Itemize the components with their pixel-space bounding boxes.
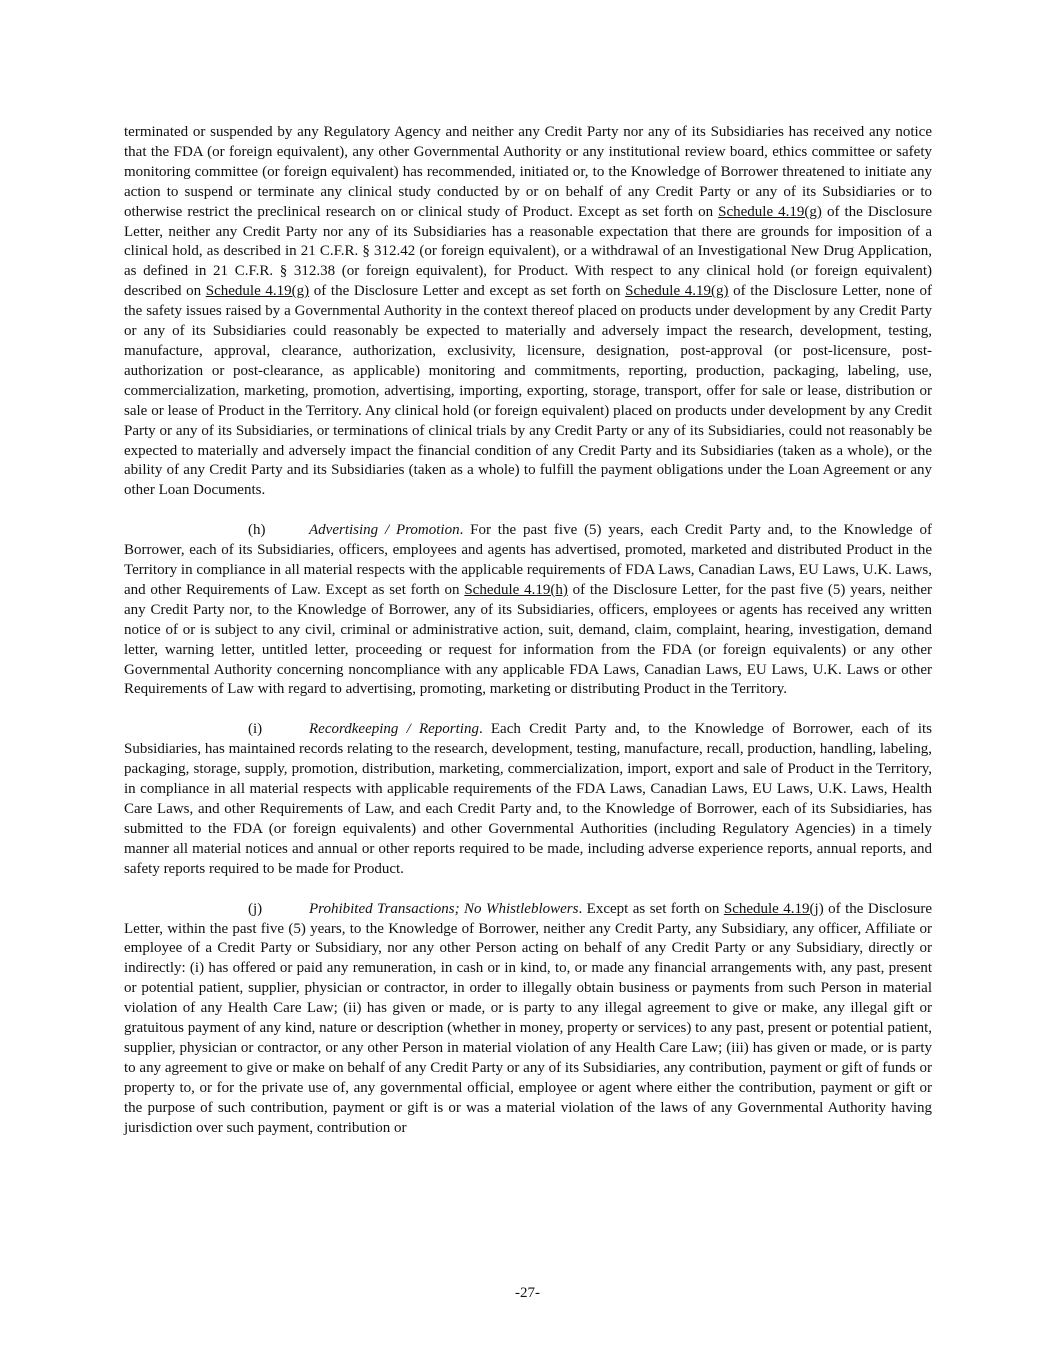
- schedule-reference: Schedule 4.19(g): [205, 283, 310, 300]
- section-number: (i): [248, 721, 263, 738]
- section-number: (h): [248, 522, 266, 539]
- paragraph-i: (i) Recordkeeping / Reporting. Each Credit Party and, to the Knowledge of Borrower, each of its Subsidiaries, has maintained records relating to the research, development, testing, manufacture, recall, production, handling, labeling, packaging, storage, supply, promotion, distribution, marketing, commercialization, import, export and sale of Product in the Territory, in compliance in all material respects with applicable requirements of the FDA Laws, Canadian Laws, EU Laws, U.K. Laws, Health Care Laws, and other Requirements of Law, and each Credit Party and, to the Knowledge of Borrower, each of its Subsidiaries, has submitted to the FDA (or foreign equivalents) and other Governmental Authorities (including Regulatory Agencies) in a timely manner all material notices and annual or other reports required to be made, including adverse experience reports, annual reports, and safety reports required to be made for Product.: [124, 721, 932, 877]
- section-heading: Prohibited Transactions; No Whistleblowers: [309, 900, 579, 917]
- schedule-reference: Schedule 4.19(j): [723, 900, 824, 917]
- schedule-reference: Schedule 4.19(h): [464, 581, 568, 598]
- paragraph-g-continuation: terminated or suspended by any Regulatory Agency and neither any Credit Party nor any of its Subsidiaries has received any notice that the FDA (or foreign equivalent), any other Governmental Authority or any institutional review board, ethics committee or safety monitoring committee (or foreign equivalent) has recommended, initiated or, to the Knowledge of Borrower threatened to initiate any action to suspend or terminate any clinical study conducted by or on behalf of any Credit Party or any of its Subsidiaries or to otherwise restrict the preclinical research on or clinical study of Product. Except as set forth on Schedule 4.19(g) of the Disclosure Letter, neither any Credit Party nor any of its Subsidiaries has a reasonable expectation that there are grounds for imposition of a clinical hold, as described in 21 C.F.R. § 312.42 (or foreign equivalent), or a withdrawal of an Investigational New Drug Application, as defined in 21 C.F.R. § 312.38 (or foreign equivalent), for Product. With respect to any clinical hold (or foreign equivalent) described on Schedule 4.19(g) of the Disclosure Letter and except as set forth on Schedule 4.19(g) of the Disclosure Letter, none of the safety issues raised by a Governmental Authority in the context thereof placed on products under development by any Credit Party or any of its Subsidiaries could reasonably be expected to materially and adversely impact the research, development, testing, manufacture, approval, clearance, authorization, exclusivity, licensure, designation, post-approval (or post-licensure, post-authorization or post-clearance, as applicable) monitoring and commitments, reporting, production, packaging, labeling, use, commercialization, marketing, promotion, advertising, importing, exporting, storage, transport, offer for sale or lease, distribution or sale or lease of Product in the Territory. Any clinical hold (or foreign equivalent) placed on products under development by any Credit Party or any of its Subsidiaries, or terminations of clinical trials by any Credit Party or any of its Subsidiaries, could not reasonably be expected to materially and adversely impact the financial condition of any Credit Party and its Subsidiaries (taken as a whole), or the ability of any Credit Party and its Subsidiaries (taken as a whole) to fulfill the payment obligations under the Loan Agreement or any other Loan Documents.: [124, 124, 932, 499]
- section-heading: Recordkeeping / Reporting: [309, 721, 479, 738]
- schedule-reference: Schedule 4.19(g): [718, 203, 822, 220]
- section-heading: Advertising / Promotion: [309, 522, 460, 539]
- paragraph-j: (j) Prohibited Transactions; No Whistleblowers. Except as set forth on Schedule 4.19(j) of the Disclosure Letter, within the past five (5) years, to the Knowledge of Borrower, neither any Credit Party, any Subsidiary, any officer, Affiliate or employee of a Credit Party or Subsidiary, nor any other Person acting on behalf of any Credit Party or any Subsidiary, directly or indirectly: (i) has offered or paid any remuneration, in cash or in kind, to, or made any financial arrangements with, any past, present or potential patient, supplier, physician or contractor, in order to illegally obtain business or payments from such Person in material violation of any Health Care Law; (ii) has given or made, or is party to any illegal agreement to give or make, any illegal gift or gratuitous payment of any kind, nature or description (whether in money, property or services) to any past, present or potential patient, supplier, physician or contractor, or any other Person in material violation of any Health Care Law; (iii) has given or made, or is party to any agreement to give or make on behalf of any Credit Party or any of its Subsidiaries, any contribution, payment or gift of funds or property to, or for the private use of, any governmental official, employee or agent where either the contribution, payment or gift or the purpose of such contribution, payment or gift is or was a material violation of the laws of any Governmental Authority having jurisdiction over such payment, contribution or: [124, 900, 933, 1136]
- section-number: (j): [248, 900, 263, 917]
- paragraph-h: (h) Advertising / Promotion. For the past five (5) years, each Credit Party and, to the Knowledge of Borrower, each of its Subsidiaries, officers, employees and agents has advertised, promoted, marketed and distributed Product in the Territory in compliance in all material respects with the applicable requirements of FDA Laws, Canadian Laws, EU Laws, U.K. Laws, and other Requirements of Law. Except as set forth on Schedule 4.19(h) of the Disclosure Letter, for the past five (5) years, neither any Credit Party nor, to the Knowledge of Borrower, any of its Subsidiaries, officers, employees or agents has received any written notice of or is subject to any civil, criminal or administrative action, suit, demand, claim, complaint, hearing, investigation, demand letter, warning letter, untitled letter, proceeding or request for information from the FDA (or foreign equivalents) or any other Governmental Authority concerning noncompliance with any applicable FDA Laws, Canadian Laws, EU Laws, U.K. Laws or other Requirements of Law with regard to advertising, promoting, marketing or distributing Product in the Territory.: [124, 522, 932, 698]
- schedule-reference: Schedule 4.19(g): [625, 283, 729, 300]
- document-page: [124, 123, 932, 1139]
- page-number: -27-: [515, 1285, 540, 1301]
